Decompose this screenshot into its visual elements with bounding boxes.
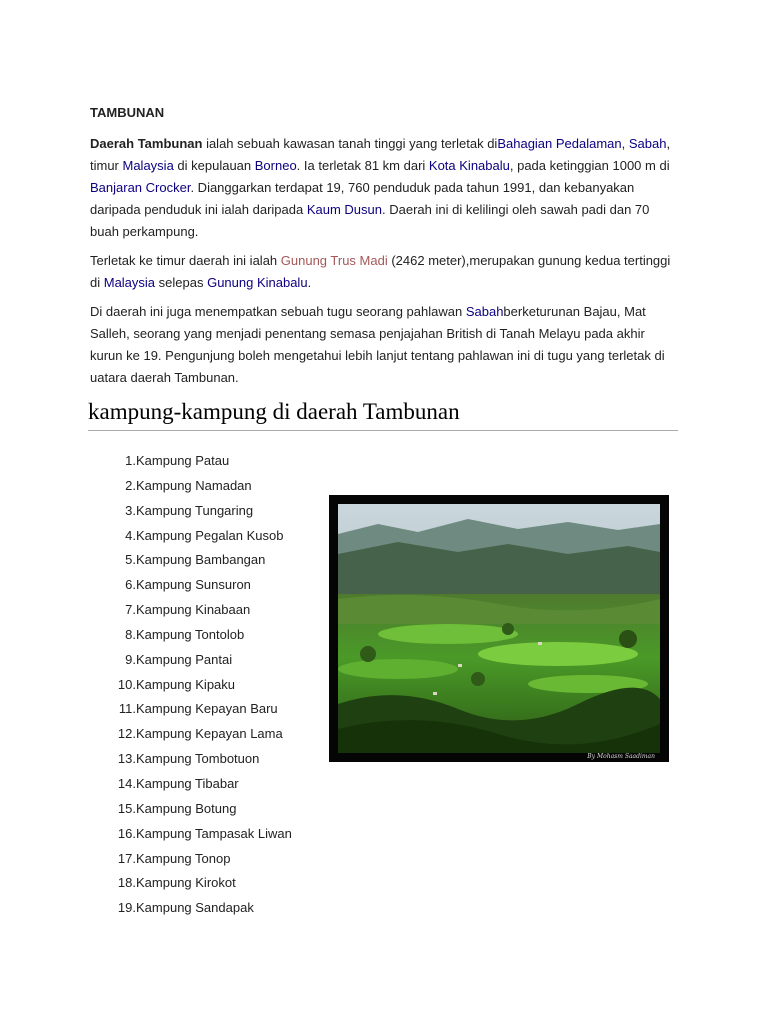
list-number: 13.: [117, 751, 136, 767]
village-list-item: [112, 624, 292, 649]
village-list-item: [112, 649, 292, 674]
list-number: 1.: [125, 453, 136, 468]
village-name: Kampung Namadan: [136, 477, 252, 493]
village-name: Kampung Tibabar: [136, 775, 239, 791]
list-number: 8.: [125, 626, 136, 642]
text: (2462 meter),merupakan gunung kedua tertinggi di: [90, 253, 671, 290]
link-malaysia[interactable]: Malaysia: [122, 158, 174, 173]
village-name: Kampung Kepayan Baru: [136, 701, 278, 717]
village-list-item: [112, 798, 292, 823]
village-name: Kampung Tontolob: [136, 626, 245, 642]
text: Terletak ke timur daerah ini ialah: [90, 253, 281, 268]
paragraph-intro: [90, 133, 680, 243]
village-list-item: [112, 475, 292, 500]
list-number: 6.: [125, 577, 136, 593]
link-sabah[interactable]: Sabah: [628, 136, 667, 151]
village-name: Kampung Sandapak: [136, 900, 254, 916]
village-list-item: [112, 698, 292, 723]
link-gunung-trus-madi[interactable]: Gunung Trus Madi: [280, 253, 388, 268]
page-title: TAMBUNAN: [90, 105, 165, 120]
village-list-item: [112, 748, 292, 773]
village-list-item: [112, 674, 292, 699]
link-borneo[interactable]: Borneo: [254, 158, 297, 173]
village-list-item: [112, 872, 292, 897]
village-name: Kampung Kirokot: [136, 875, 236, 891]
article-body: [90, 105, 680, 431]
bold-term: Daerah Tambunan: [90, 136, 203, 151]
section-heading: kampung-kampung di daerah Tambunan: [88, 397, 678, 431]
text: . Dianggarkan terdapat 19, 760 penduduk pada tahun 1991, dan kebanyakan daripada penduduk ini ialah daripada: [90, 180, 635, 217]
list-number: 11.: [118, 701, 136, 717]
text: ialah sebuah kawasan tanah tinggi yang terletak di: [202, 136, 498, 151]
text: selepas: [155, 275, 208, 290]
paragraph-monument: [90, 301, 680, 389]
village-name: Kampung Sunsuron: [136, 577, 251, 593]
link-malaysia-2[interactable]: Malaysia: [103, 275, 156, 290]
village-name: Kampung Kinabaan: [136, 602, 251, 618]
village-list-item: [112, 549, 292, 574]
list-number: 19.: [117, 900, 136, 916]
text: . Daerah ini di kelilingi oleh sawah padi dan 70 buah perkampung.: [90, 202, 650, 239]
village-name: Kampung Patau: [136, 453, 230, 468]
list-number: 17.: [117, 850, 136, 866]
text: . Ia terletak 81 km dari: [296, 158, 429, 173]
village-name: Kampung Pantai: [136, 651, 233, 667]
list-number: 9.: [125, 651, 136, 667]
village-list-item: [112, 823, 292, 848]
text: berketurunan Bajau, Mat Salleh, seorang yang menjadi penentang semasa penjajahan British di Tanah Melayu pada akhir kurun ke 19. Pengunjung boleh mengetahui lebih lanjut tentang pahlawan ini di tugu yang terletak di uatara daerah Tambunan.: [90, 304, 665, 385]
village-name: Kampung Tonop: [136, 850, 231, 866]
link-kota-kinabalu[interactable]: Kota Kinabalu: [428, 158, 510, 173]
list-number: 7.: [125, 602, 136, 618]
village-list-item: [112, 897, 292, 922]
village-list-item: [112, 773, 292, 798]
village-list-item: [112, 599, 292, 624]
list-number: 3.: [125, 502, 136, 518]
village-name: Kampung Bambangan: [136, 552, 266, 568]
village-name: Kampung Kepayan Lama: [136, 726, 283, 742]
list-number: 10.: [117, 676, 136, 692]
list-number: 16.: [117, 825, 136, 841]
list-number: 4.: [125, 527, 136, 543]
list-number: 14.: [117, 775, 136, 791]
village-name: Kampung Tombotuon: [136, 751, 260, 767]
text: ,: [621, 136, 629, 151]
text: Di daerah ini juga menempatkan sebuah tugu seorang pahlawan: [90, 304, 466, 319]
paragraph-mountain: [90, 250, 680, 294]
village-list-item: [112, 723, 292, 748]
village-list-item: [112, 848, 292, 873]
village-name: Kampung Tungaring: [136, 502, 254, 518]
landscape-photo: [329, 495, 669, 762]
village-name: Kampung Tampasak Liwan: [136, 825, 292, 841]
list-number: 12.: [117, 726, 136, 742]
link-bahagian-pedalaman[interactable]: Bahagian Pedalaman: [497, 136, 622, 151]
list-number: 18.: [117, 875, 136, 891]
village-list-item: [112, 525, 292, 550]
village-list-item: [112, 500, 292, 525]
text: , timur: [90, 136, 671, 173]
link-kaum-dusun[interactable]: Kaum Dusun: [306, 202, 382, 217]
village-list-item: [112, 450, 292, 475]
list-number: 15.: [117, 800, 136, 816]
village-name: Kampung Botung: [136, 800, 237, 816]
village-name: Kampung Kipaku: [136, 676, 236, 692]
link-gunung-kinabalu[interactable]: Gunung Kinabalu: [207, 275, 308, 290]
photo-watermark: By Mohasm Saadiman: [587, 753, 655, 760]
link-sabah-2[interactable]: Sabah: [465, 304, 504, 319]
list-number: 5.: [125, 552, 136, 568]
landscape-image: [338, 504, 660, 753]
list-number: 2.: [125, 477, 136, 493]
village-list: [112, 450, 292, 922]
village-list-item: [112, 574, 292, 599]
link-banjaran-crocker[interactable]: Banjaran Crocker: [90, 180, 191, 195]
text: .: [307, 275, 312, 290]
village-name: Kampung Pegalan Kusob: [136, 527, 284, 543]
text: , pada ketinggian 1000 m di: [509, 158, 670, 173]
text: di kepulauan: [173, 158, 255, 173]
